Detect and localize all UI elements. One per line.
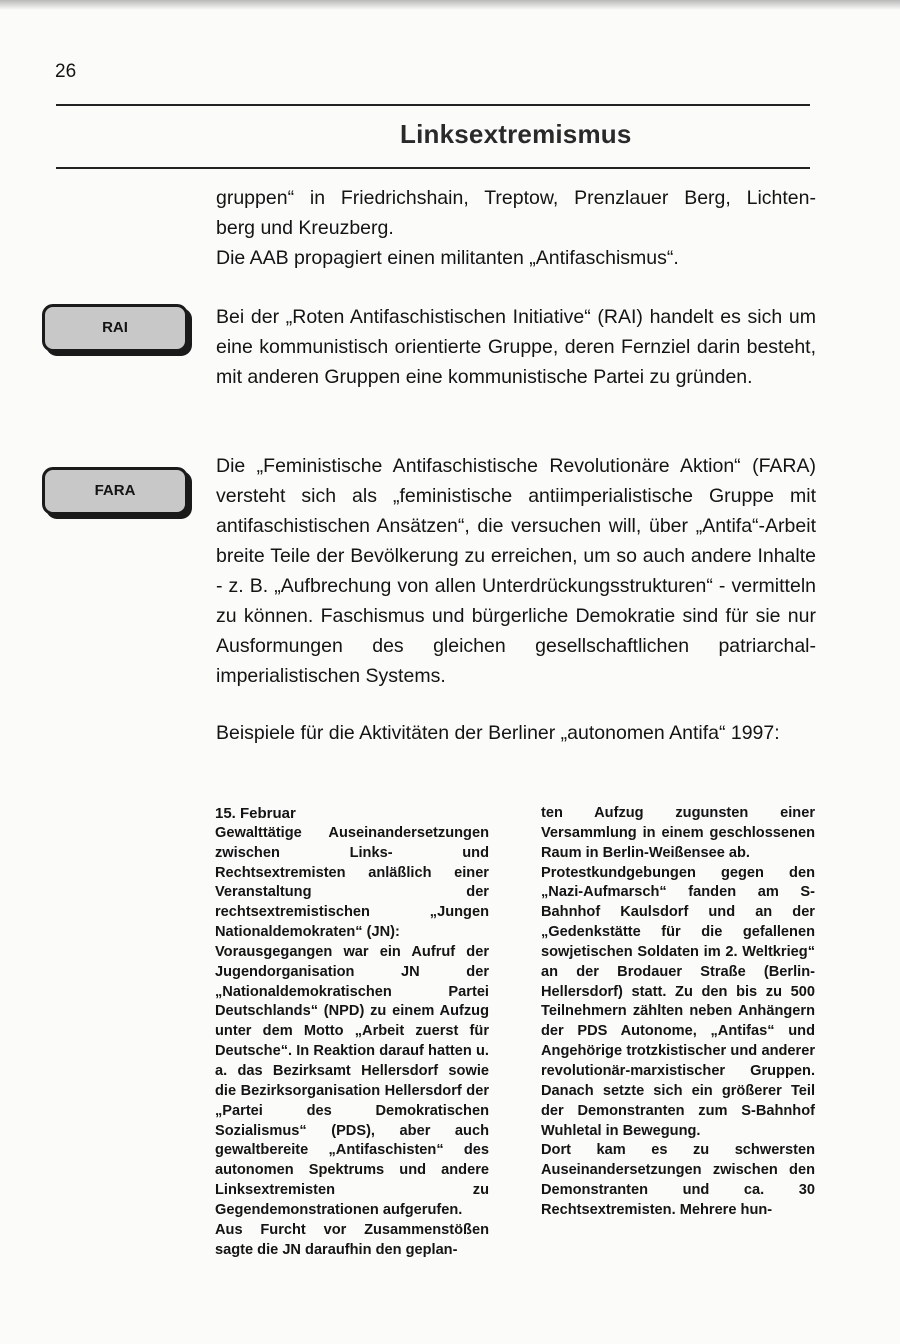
intro-line: gruppen“ in Friedrichshain, Treptow, Prenzlauer Berg, Lichten-	[216, 187, 816, 209]
chronicle-paragraph: Dort kam es zu schwersten Auseinandersetzungen zwischen den Demonstranten und ca. 30 Rechtsextremisten. Mehrere hun-	[541, 1142, 815, 1218]
page-number: 26	[55, 61, 77, 82]
fara-paragraph: Die „Feministische Antifaschistische Revolutionäre Aktion“ (FARA) versteht sich als „feministische antiimperialistische Gruppe mit antifaschistischen Ansätzen“, die versuchen will, über „Antifa“-Arbeit breite Teile der Bevölkerung zu erreichen, um so auch andere Inhalte - z. B. „Aufbrechung von allen Unterdrückungsstrukturen“ - vermitteln zu können. Faschismus und bürgerliche Demokratie sind für sie nur Ausformungen des gleichen gesellschaftlichen patriarchal-imperialistischen Systems.	[216, 455, 816, 687]
chronicle-paragraph: Protestkundgebungen gegen den „Nazi-Aufmarsch“ fanden am S-Bahnhof Kaulsdorf und an der „Gedenkstätte für die gefallenen sowjetischen Soldaten im 2. Weltkrieg“ an der Brodauer Straße (Berlin-Hellersdorf) statt. Zu den bis zu 500 Teilnehmern zählten neben Anhängern der PDS Autonome, „Antifas“ und Angehörige trotzkistischer und anderer revolutionär-marxistischer Gruppen. Danach setzte sich ein größerer Teil der Demonstranten zum S-Bahnhof Wuhletal in Bewegung.	[541, 864, 815, 1139]
chronicle-paragraph: Vorausgegangen war ein Aufruf der Jugendorganisation JN der „Nationaldemokratischen Partei Deutschlands“ (NPD) zu einem Aufzug unter dem Motto „Arbeit zuerst für Deutsche“. In Reaktion darauf hatten u. a. das Bezirksamt Hellersdorf sowie die Bezirksorganisation Hellersdorf der „Partei des Demokratischen Sozialismus“ (PDS), aber auch gewaltbereite „Antifaschisten“ des autonomen Spektrums und andere Linksextremisten zu Gegendemonstrationen aufgerufen.	[215, 943, 489, 1218]
scan-edge-shadow	[0, 0, 900, 10]
examples-intro: Beispiele für die Aktivitäten der Berliner „autonomen Antifa“ 1997:	[216, 722, 780, 744]
intro-line: berg und Kreuzberg.	[216, 217, 394, 239]
chronicle-paragraph: Aus Furcht vor Zusammenstößen sagte die JN daraufhin den geplan-	[215, 1221, 489, 1258]
chronicle-paragraph: Gewalttätige Auseinandersetzungen zwischen Links- und Rechtsextremisten anläßlich einer Veranstaltung der rechtsextremistischen „Jungen Nationaldemokraten“ (JN):	[215, 824, 489, 941]
intro-paragraph	[216, 183, 816, 273]
chronicle-paragraph: ten Aufzug zugunsten einer Versammlung in einem geschlossenen Raum in Berlin-Weißensee ab.	[541, 805, 815, 861]
margin-tag-rai: RAI	[42, 304, 188, 352]
intro-line: Die AAB propagiert einen militanten „Antifaschismus“.	[216, 247, 679, 269]
rai-paragraph: Bei der „Roten Antifaschistischen Initiative“ (RAI) handelt es sich um eine kommunistisch orientierte Gruppe, deren Fernziel darin besteht, mit anderen Gruppen eine kommunistische Partei zu gründen.	[216, 306, 816, 388]
running-header: Linksextremismus	[400, 119, 632, 149]
chronicle-column-left	[215, 804, 489, 1260]
chronicle-date: 15. Februar	[215, 805, 296, 822]
header-rule-bottom	[56, 167, 810, 169]
chronicle-column-right	[541, 804, 815, 1221]
header-rule-top	[56, 104, 810, 106]
margin-tag-fara: FARA	[42, 467, 188, 515]
